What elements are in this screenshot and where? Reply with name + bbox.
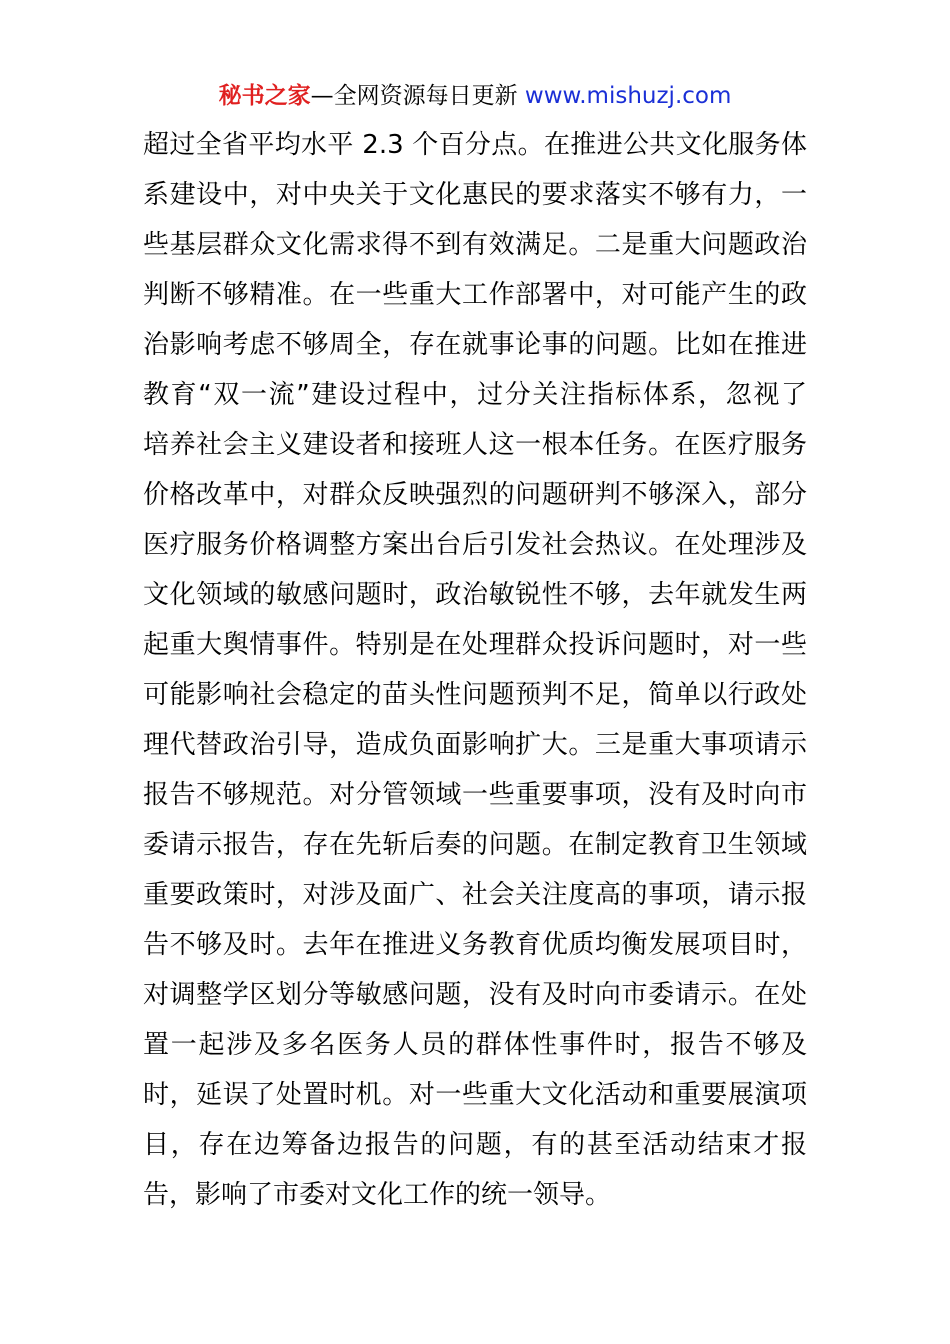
text-line: 系建设中，对中央关于文化惠民的要求落实不够有力，一 [143, 180, 807, 210]
text-line: 治影响考虑不够周全，存在就事论事的问题。比如在推进 [143, 330, 807, 360]
header-tagline: —全网资源每日更新 [310, 83, 518, 109]
text-line: 医疗服务价格调整方案出台后引发社会热议。在处理涉及 [143, 530, 807, 560]
page-header [0, 80, 950, 112]
text-line: 培养社会主义建设者和接班人这一根本任务。在医疗服务 [143, 430, 807, 460]
text-line: 时，延误了处置时机。对一些重大文化活动和重要展演项 [143, 1080, 807, 1110]
text-line: 些基层群众文化需求得不到有效满足。二是重大问题政治 [143, 230, 807, 260]
text-line: 文化领域的敏感问题时，政治敏锐性不够，去年就发生两 [143, 580, 807, 610]
text-line: 对调整学区划分等敏感问题，没有及时向市委请示。在处 [143, 980, 807, 1010]
text-line: 超过全省平均水平 2.3 个百分点。在推进公共文化服务体 [143, 130, 807, 160]
text-line: 价格改革中，对群众反映强烈的问题研判不够深入，部分 [143, 480, 807, 510]
text-line: 置一起涉及多名医务人员的群体性事件时，报告不够及 [143, 1030, 807, 1060]
text-line: 委请示报告，存在先斩后奏的问题。在制定教育卫生领域 [143, 830, 807, 860]
body-paragraph [143, 120, 807, 1220]
text-line: 目，存在边筹备边报告的问题，有的甚至活动结束才报 [143, 1130, 807, 1160]
text-line: 理代替政治引导，造成负面影响扩大。三是重大事项请示 [143, 730, 807, 760]
text-line: 可能影响社会稳定的苗头性问题预判不足，简单以行政处 [143, 680, 807, 710]
text-line: 起重大舆情事件。特别是在处理群众投诉问题时，对一些 [143, 630, 807, 660]
text-line: 教育“双一流”建设过程中，过分关注指标体系，忽视了 [143, 380, 807, 410]
text-line: 告不够及时。去年在推进义务教育优质均衡发展项目时， [143, 930, 807, 960]
text-line: 告，影响了市委对文化工作的统一领导。 [143, 1180, 612, 1210]
text-line: 报告不够规范。对分管领域一些重要事项，没有及时向市 [143, 780, 807, 810]
header-brand: 秘书之家 [218, 83, 311, 109]
header-url-link[interactable]: www.mishuzj.com [524, 83, 732, 109]
text-line: 重要政策时，对涉及面广、社会关注度高的事项，请示报 [143, 880, 807, 910]
text-line: 判断不够精准。在一些重大工作部署中，对可能产生的政 [143, 280, 807, 310]
